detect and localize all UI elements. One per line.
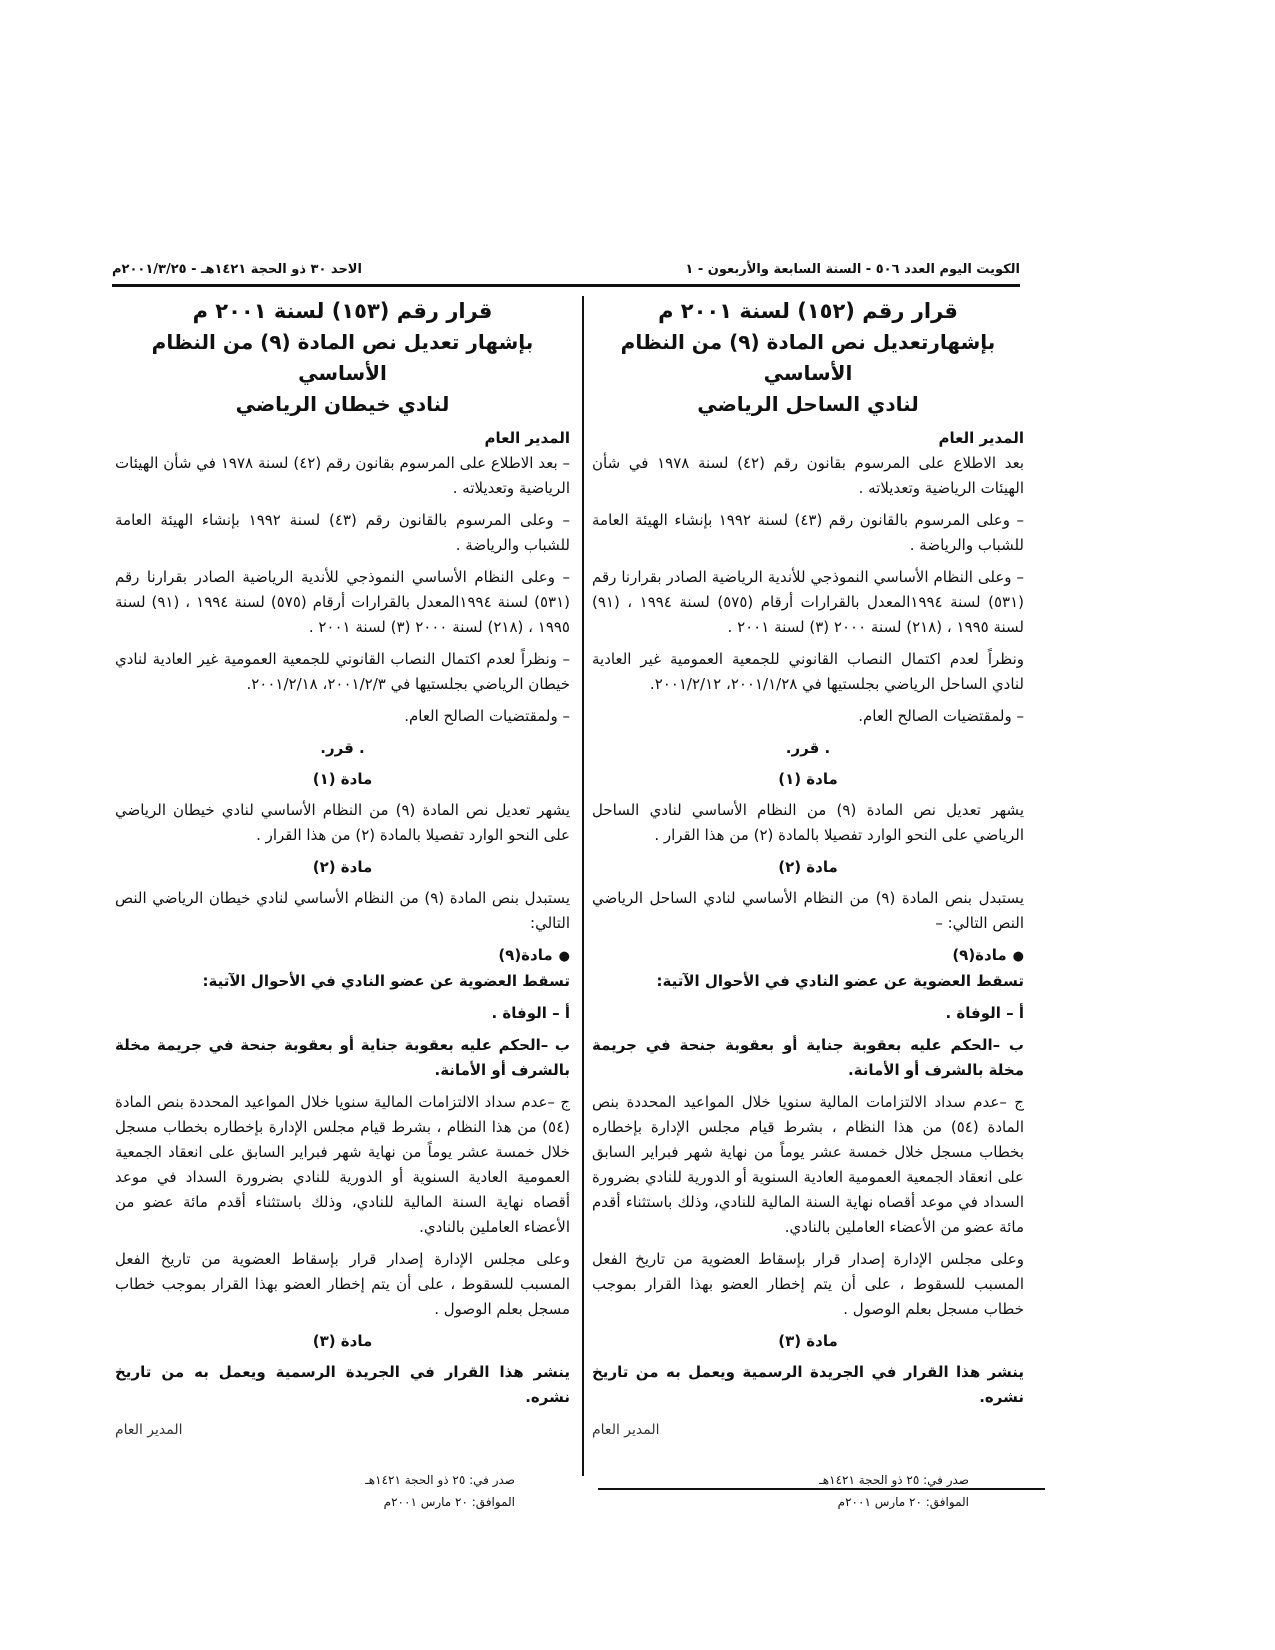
header-date: الاحد ٣٠ ذو الحجة ١٤٢١هـ - ٢٠٠١/٣/٢٥م [112,262,362,277]
decision-152-article-2-text: يستبدل بنص المادة (٩) من النظام الأساسي لنادي الساحل الرياضي النص التالي: – [592,889,1024,932]
decision-153-case-b: ب –الحكم عليه بعقوبة جناية أو بعقوبة جنحة في جريمة مخلة بالشرف أو الأمانة. [115,1036,570,1079]
decision-152-article-9-label: ● مادة(٩) [592,943,1024,969]
decision-153-article-2-heading: مادة (٢) [312,858,373,876]
decision-153-signature: المدير العام [115,1422,183,1438]
decision-153-director-heading: المدير العام [484,429,570,447]
decision-152-article-3-heading: مادة (٣) [778,1332,838,1350]
decision-153-board-duty: وعلى مجلس الإدارة إصدار قرار بإسقاط العضوية من تاريخ الفعل المسبب للسقوط ، على أن يتم إخطار العضو بهذا القرار بموجب خطاب مسجل بعلم الوصول . [115,1250,570,1318]
decision-153-title: قرار رقم (١٥٣) لسنة ٢٠٠١ م [192,299,493,323]
decision-153-issued-date-gregorian: الموافق: ٢٠ مارس ٢٠٠١م [383,1495,515,1509]
decision-153-preamble-1: – بعد الاطلاع على المرسوم بقانون رقم (٤٢) لسنة ١٩٧٨ في شأن الهيئات الرياضية وتعديلاته . [115,454,571,497]
page-header [112,262,1020,287]
decision-152-signature: المدير العام [592,1422,660,1438]
decision-152-issued [592,1469,1024,1513]
decision-153-case-a: أ – الوفاة . [491,1004,570,1022]
decision-153-article-9-label: ● مادة(٩) [115,943,570,969]
decision-153-article-1-heading: مادة (١) [312,770,373,788]
decision-153-article-2-text: يستبدل بنص المادة (٩) من النظام الأساسي لنادي خيطان الرياضي النص التالي: [115,889,570,932]
decision-153-article-1-text: يشهر تعديل نص المادة (٩) من النظام الأساسي لنادي خيطان الرياضي على النحو الوارد تفصيلا بالمادة (٢) من هذا القرار . [115,801,571,844]
decision-152-membership-intro: تسقط العضوية عن عضو النادي في الأحوال الآتية: [656,972,1024,990]
decision-152-case-a: أ – الوفاة . [945,1004,1024,1022]
bottom-rule [598,1488,1045,1490]
decision-152-preamble-2: – وعلى المرسوم بالقانون رقم (٤٣) لسنة ١٩٩٢ بإنشاء الهيئة العامة للشباب والرياضة . [592,511,1024,554]
decision-153-preamble-3: – وعلى النظام الأساسي النموذجي للأندية الرياضية الصادر بقرارنا رقم (٥٣١) لسنة ١٩٩٤المعدل بالقرارات أرقام (٥٧٥) لسنة ١٩٩٤ ، (٩١) لسنة ١٩٩٥ ، (٢١٨) لسنة ٢٠٠٠ (٣) لسنة ٢٠٠١ . [115,568,570,636]
column-divider [582,296,584,1476]
decision-152-issued-date-hijri: صدر في: ٢٥ ذو الحجة ١٤٢١هـ [819,1473,969,1487]
decision-152-article-2-heading: مادة (٢) [778,858,838,876]
decision-153-case-c: ج –عدم سداد الالتزامات المالية سنويا خلال المواعيد المحددة بنص المادة (٥٤) من هذا النظام ، بشرط قيام مجلس الإدارة بإخطاره بخطاب مسجل خلال خمسة عشر يوماً من نهاية شهر فبراير السابق على انعقاد الجمعية العمومية العادية السنوية أو الدورية للنادي بضرورة السداد في موعد أقصاه نهاية السنة المالية للنادي، وذلك باستثناء أقدم مائة عضو من الأعضاء العاملين بالنادي. [115,1093,570,1236]
decision-153-preamble-2: – وعلى المرسوم بالقانون رقم (٤٣) لسنة ١٩٩٢ بإنشاء الهيئة العامة للشباب والرياضة . [115,511,570,554]
decision-152-article-1-text: يشهر تعديل نص المادة (٩) من النظام الأساسي لنادي الساحل الرياضي على النحو الوارد تفصيلا بالمادة (٢) من هذا القرار . [592,801,1024,844]
decision-152-board-duty: وعلى مجلس الإدارة إصدار قرار بإسقاط العضوية من تاريخ الفعل المسبب للسقوط ، على أن يتم إخطار العضو بهذا القرار بموجب خطاب مسجل بعلم الوصول . [592,1250,1024,1318]
decision-152-title: قرار رقم (١٥٢) لسنة ٢٠٠١ م [658,299,958,323]
decision-153-article-3-text: ينشر هذا القرار في الجريدة الرسمية ويعمل به من تاريخ نشره. [115,1363,570,1406]
decision-152-preamble-4: ونظراً لعدم اكتمال النصاب القانوني للجمعية العمومية غير العادية لنادي الساحل الرياضي بجلستيها في ٢٠٠١/١/٢٨، ٢٠٠١/٢/١٢. [592,650,1024,693]
decision-152-director-heading: المدير العام [938,429,1024,447]
header-issue-info: الكويت اليوم العدد ٥٠٦ - السنة السابعة والأربعون - ١ [685,262,1020,277]
decision-152-preamble-3: – وعلى النظام الأساسي النموذجي للأندية الرياضية الصادر بقرارنا رقم (٥٣١) لسنة ١٩٩٤المعدل بالقرارات أرقام (٥٧٥) لسنة ١٩٩٤ ، (٩١) لسنة ١٩٩٥ ، (٢١٨) لسنة ٢٠٠٠ (٣) لسنة ٢٠٠١ . [592,568,1024,636]
decision-153-preamble-4: – ونظراً لعدم اكتمال النصاب القانوني للجمعية العمومية غير العادية لنادي خيطان الرياضي بجلستيها في ٢٠٠١/٢/٣، ٢٠٠١/٢/١٨. [115,650,570,693]
decision-152-subject: بإشهارتعديل نص المادة (٩) من النظام الأساسي [620,330,996,385]
decision-152-decided: . قرر. [785,739,831,757]
decision-153-decided: . قرر. [320,739,365,757]
decision-152-preamble-1: بعد الاطلاع على المرسوم بقانون رقم (٤٢) لسنة ١٩٧٨ في شأن الهيئات الرياضية وتعديلاته . [592,454,1024,497]
decision-152-club: لنادي الساحل الرياضي [697,392,919,416]
decision-152-article-3-text: ينشر هذا القرار في الجريدة الرسمية ويعمل به من تاريخ نشره. [592,1363,1024,1406]
decision-153-issued-date-hijri: صدر في: ٢٥ ذو الحجة ١٤٢١هـ [365,1473,515,1487]
decision-153-subject: بإشهار تعديل نص المادة (٩) من النظام الأساسي [151,330,534,385]
decision-153-article-3-heading: مادة (٣) [312,1332,373,1350]
decision-152-issued-date-gregorian: الموافق: ٢٠ مارس ٢٠٠١م [837,1495,969,1509]
decision-152-case-b: ب –الحكم عليه بعقوبة جناية أو بعقوبة جنحة في جريمة مخلة بالشرف أو الأمانة. [592,1036,1024,1079]
decision-153-preamble-5: – ولمقتضيات الصالح العام. [404,707,570,725]
decision-152-case-c: ج –عدم سداد الالتزامات المالية سنويا خلال المواعيد المحددة بنص المادة (٥٤) من هذا النظام ، بشرط قيام مجلس الإدارة بإخطاره بخطاب مسجل خلال خمسة عشر يوماً من نهاية شهر فبراير السابق على انعقاد الجمعية العمومية العادية السنوية أو الدورية للنادي بضرورة السداد في موعد أقصاه نهاية السنة المالية للنادي، وذلك باستثناء أقدم مائة عضو من الأعضاء العاملين بالنادي. [592,1093,1025,1236]
decision-153 [115,296,570,1513]
decision-153-club: لنادي خيطان الرياضي [235,392,450,416]
decision-153-issued [115,1469,570,1513]
decision-152 [592,296,1024,1513]
decision-153-membership-intro: تسقط العضوية عن عضو النادي في الأحوال الآتية: [202,972,570,990]
decision-152-preamble-5: – ولمقتضيات الصالح العام. [858,707,1024,725]
decision-152-article-1-heading: مادة (١) [778,770,838,788]
